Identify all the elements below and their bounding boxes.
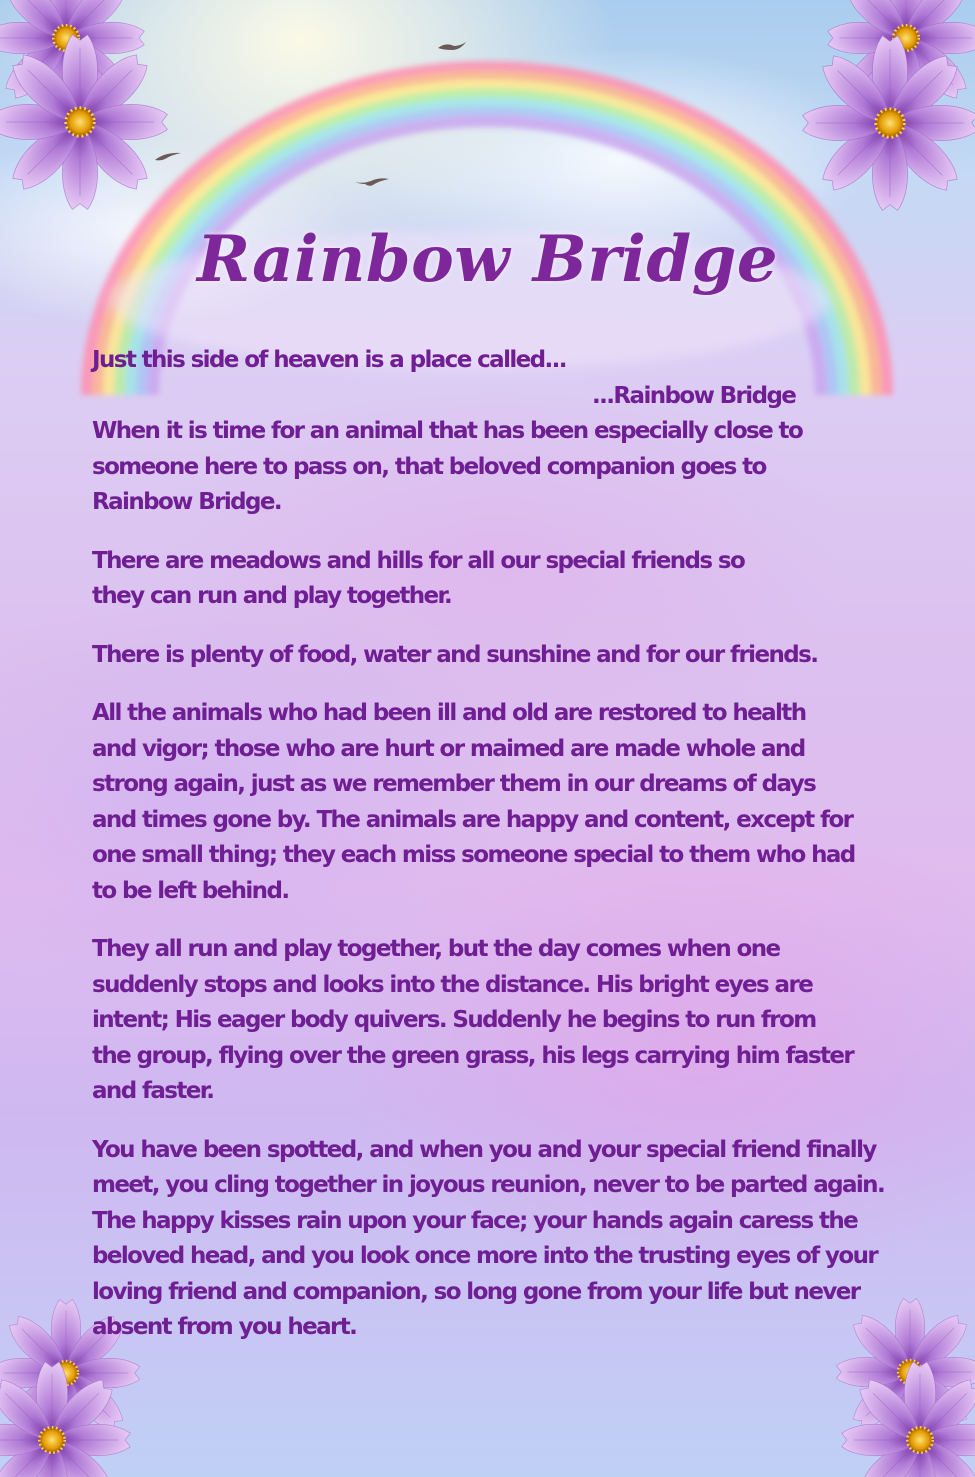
bird-icon <box>438 42 466 50</box>
poem-line: They all run and play together, but the day comes when one <box>92 936 780 962</box>
paragraph-gap <box>92 909 932 932</box>
poem-line: someone here to pass on, that beloved companion goes to <box>92 453 766 480</box>
bird-icon <box>355 178 389 185</box>
poem-body <box>92 343 932 1346</box>
paragraph-gap <box>92 1110 932 1133</box>
poem-line: loving friend and companion, so long gone from your life but never <box>92 1278 860 1305</box>
poem-line: intent; His eager body quivers. Suddenly he begins to run from <box>92 1007 816 1033</box>
poem-line: There is plenty of food, water and sunshine and for our friends. <box>92 641 818 668</box>
poem-line: You have been spotted, and when you and your special friend finally <box>92 1136 876 1163</box>
poem-line: Rainbow Bridge. <box>92 489 282 515</box>
poem-line: beloved head, and you look once more into the trusting eyes of your <box>92 1243 878 1269</box>
poem-line: the group, flying over the green grass, his legs carrying him faster <box>92 1042 854 1069</box>
page-title: Rainbow Bridge <box>196 222 779 297</box>
paragraph-gap <box>92 615 932 638</box>
poem-line: suddenly stops and looks into the distance. His bright eyes are <box>92 971 813 998</box>
poem-line: to be left behind. <box>92 877 289 904</box>
poem-line: All the animals who had been ill and old are restored to health <box>92 700 806 726</box>
poem-line: they can run and play together. <box>92 583 452 609</box>
flower-top-left <box>0 0 167 209</box>
poem-paragraph <box>92 932 932 1110</box>
poem-line: one small thing; they each miss someone special to them who had <box>92 842 855 868</box>
poem-paragraph <box>92 414 932 521</box>
paragraph-gap <box>92 673 932 696</box>
poem-line: The happy kisses rain upon your face; your hands again caress the <box>92 1207 858 1234</box>
bird-icon <box>155 153 181 160</box>
poem-paragraph <box>92 544 932 615</box>
poem-paragraph <box>92 696 932 909</box>
flower-top-right <box>803 0 975 210</box>
intro-line: Just this side of heaven is a place called... <box>92 347 566 373</box>
paragraph-gap <box>92 521 932 544</box>
poem-line: When it is time for an animal that has been especially close to <box>92 418 803 444</box>
poem-line: meet, you cling together in joyous reunion, never to be parted again. <box>92 1172 885 1198</box>
poem-paragraphs <box>92 414 932 1346</box>
poem-line: There are meadows and hills for all our special friends so <box>92 547 745 574</box>
poem-line: and vigor; those who are hurt or maimed are made whole and <box>92 735 805 762</box>
poem-line: strong again, just as we remember them in our dreams of days <box>92 771 816 797</box>
poem-paragraph <box>92 638 932 674</box>
poem-paragraph <box>92 1133 932 1346</box>
poem-line: and times gone by. The animals are happy and content, except for <box>92 806 853 833</box>
poem-line: and faster. <box>92 1078 214 1104</box>
intro-line-right: ...Rainbow Bridge <box>592 382 796 409</box>
poem-line: absent from you heart. <box>92 1314 357 1340</box>
